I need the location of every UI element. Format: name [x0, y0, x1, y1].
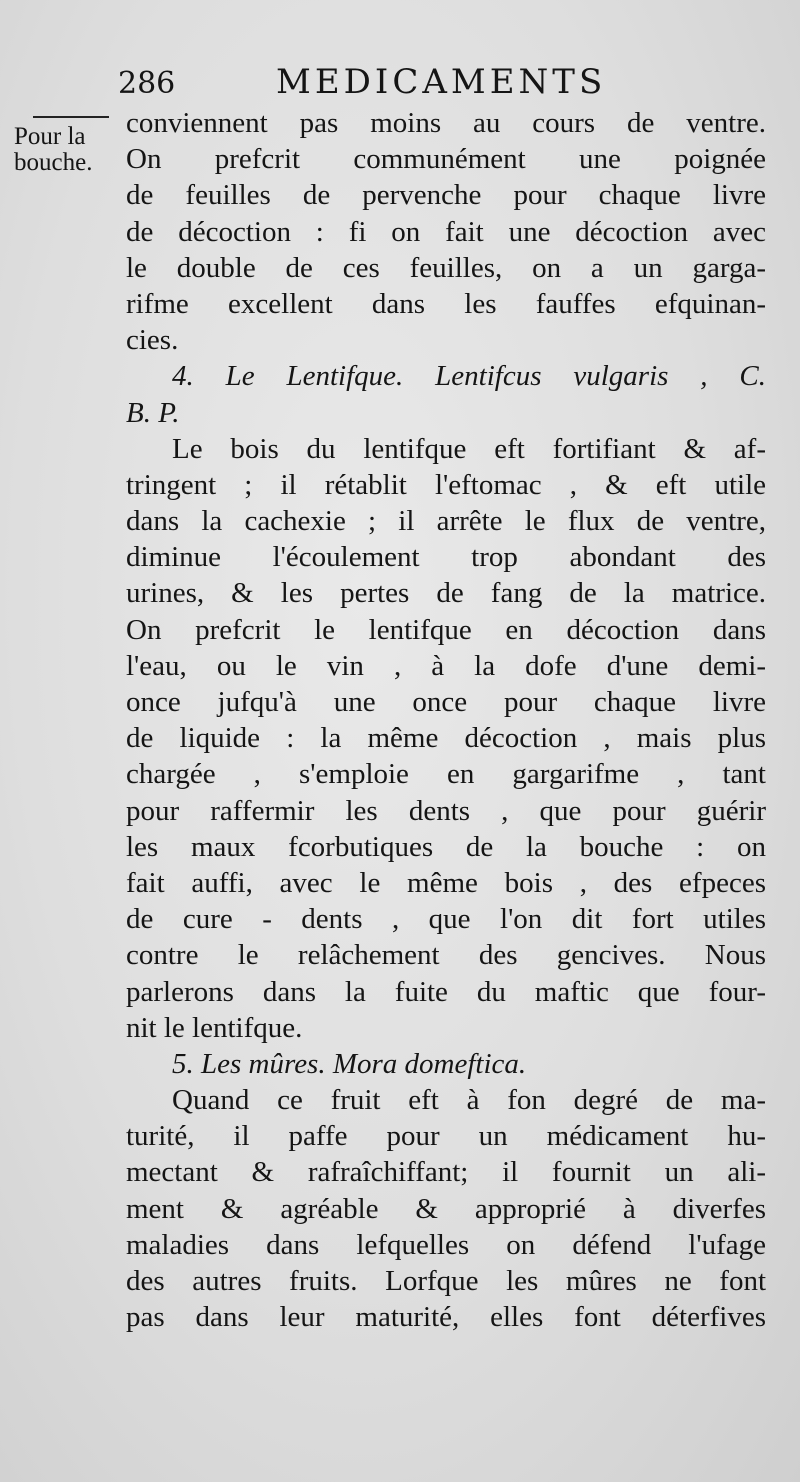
text-line: cies.	[126, 324, 179, 357]
text-line: les maux fcorbutiques de la bouche : on	[126, 830, 766, 863]
text-line: nit le lentifque.	[126, 1011, 303, 1044]
text-line: l'eau, ou le vin , à la dofe d'une demi-	[126, 649, 766, 682]
body-text	[126, 105, 766, 1335]
blank-bottom-margin	[0, 1312, 800, 1482]
text-line: chargée , s'emploie en gargarifme , tant	[126, 758, 766, 791]
text-line: de décoction : fi on fait une décoction avec	[126, 215, 766, 248]
text-line: maladies dans lefquelles on défend l'ufage	[126, 1228, 766, 1261]
text-line: fait auffi, avec le même bois , des efpeces	[126, 866, 766, 899]
text-line: pas dans leur maturité, elles font déterfives	[126, 1301, 766, 1334]
text-line: parlerons dans la fuite du maftic que four-	[126, 975, 766, 1008]
text-line: Le bois du lentifque eft fortifiant & af-	[172, 432, 766, 465]
text-line: ment & agréable & approprié à diverfes	[126, 1192, 766, 1225]
margin-rule	[33, 116, 109, 118]
text-line: diminue l'écoulement trop abondant des	[126, 541, 766, 574]
text-line: de liquide : la même décoction , mais plus	[126, 722, 766, 755]
text-line: On prefcrit communément une poignée	[126, 143, 766, 176]
text-line: pour raffermir les dents , que pour guérir	[126, 794, 766, 827]
margin-note-line: bouche.	[14, 149, 93, 176]
text-line: dans la cachexie ; il arrête le flux de ventre,	[126, 505, 766, 538]
text-line: des autres fruits. Lorfque les mûres ne font	[126, 1265, 766, 1297]
text-line: 5. Les mûres. Mora domeftica.	[172, 1047, 527, 1080]
text-line: B. P.	[126, 396, 180, 429]
running-title: MEDICAMENTS	[276, 62, 607, 102]
text-line: tringent ; il rétablit l'eftomac , & eft utile	[126, 468, 766, 501]
text-line: de feuilles de pervenche pour chaque livre	[126, 179, 766, 212]
text-line: mectant & rafraîchiffant; il fournit un ali-	[126, 1156, 766, 1189]
text-line: urines, & les pertes de fang de la matrice.	[126, 577, 766, 610]
text-line: le double de ces feuilles, on a un garga-	[126, 251, 766, 284]
margin-note	[14, 124, 126, 176]
text-line: rifme excellent dans les fauffes efquinan-	[126, 287, 766, 320]
margin-note-line: Pour la	[14, 123, 86, 150]
text-line: contre le relâchement des gencives. Nous	[126, 939, 766, 972]
text-line: conviennent pas moins au cours de ventre.	[126, 107, 766, 139]
text-line: 4. Le Lentifque. Lentifcus vulgaris , C.	[172, 360, 766, 393]
page-number: 286	[118, 66, 176, 101]
text-line: On prefcrit le lentifque en décoction dans	[126, 613, 766, 646]
text-line: Quand ce fruit eft à fon degré de ma-	[172, 1084, 766, 1117]
text-line: de cure - dents , que l'on dit fort utiles	[126, 903, 766, 936]
text-line: once jufqu'à une once pour chaque livre	[126, 686, 766, 718]
text-line: turité, il paffe pour un médicament hu-	[126, 1120, 766, 1153]
